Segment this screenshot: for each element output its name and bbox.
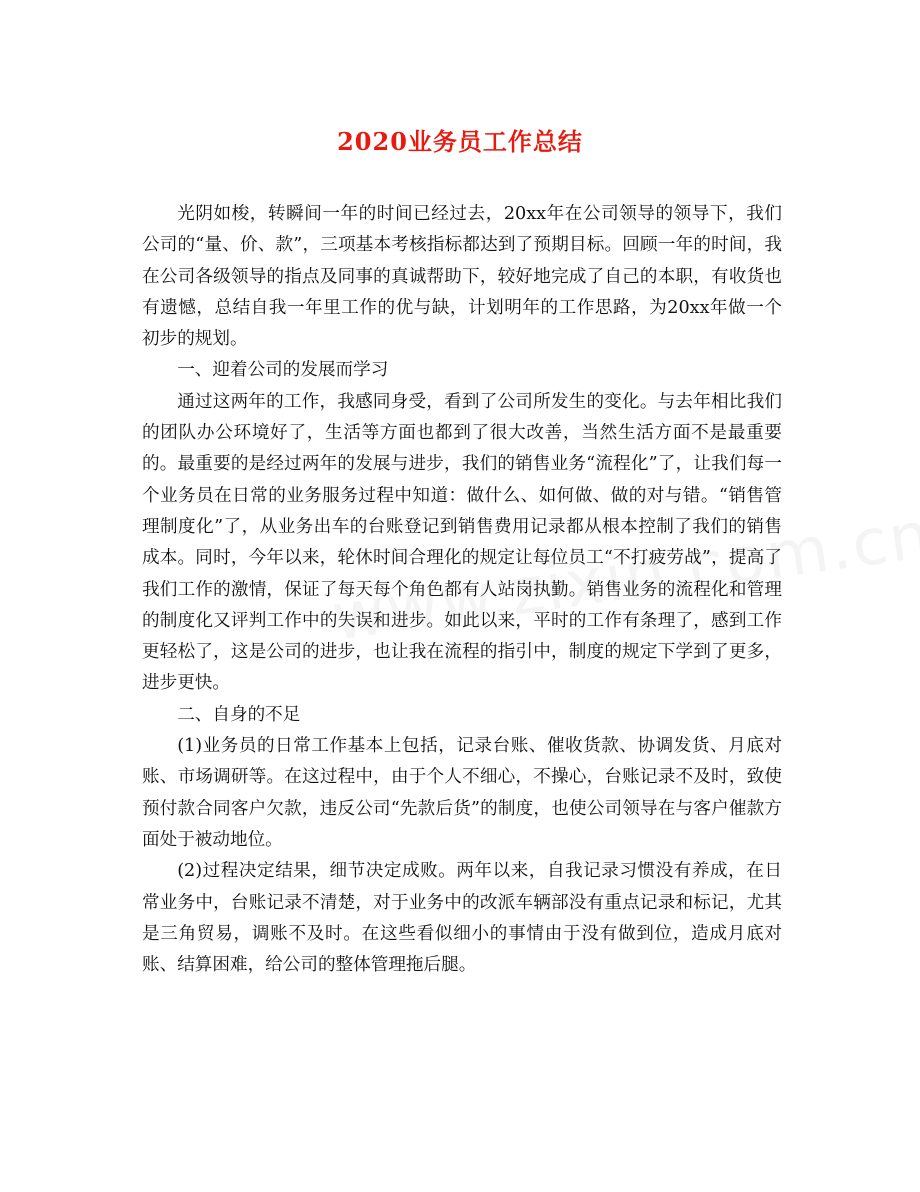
paragraph-item-1: (1)业务员的日常工作基本上包括，记录台账、催收货款、协调发货、月底对账、市场调研等。在这过程中，由于个人不细心，不操心，台账记录不及时，致使预付款合同客户欠款，违反公司“先款后货”的制度，也使公司领导在与客户催款方面处于被动地位。: [142, 736, 782, 850]
paragraph-intro: 光阴如梭，转瞬间一年的时间已经过去，20xx年在公司领导的领导下，我们公司的“量、价、款”，三项基本考核指标都达到了预期目标。回顾一年的时间，我在公司各级领导的指点及同事的真诚帮助下，较好地完成了自己的本职，有收货也有遗憾，总结自我一年里工作的优与缺，计划明年的工作思路，为20xx年做一个初步的规划。: [142, 204, 782, 350]
section-heading-1: 一、迎着公司的发展而学习: [177, 360, 389, 381]
document-title: 2020业务员工作总结: [337, 127, 583, 156]
paragraph-item-2: (2)过程决定结果，细节决定成败。两年以来，自我记录习惯没有养成，在日常业务中，台账记录不清楚，对于业务中的改派车辆部没有重点记录和标记，尤其是三角贸易，调账不及时。在这些看似细小的事情由于没有做到位，造成月底对账、结算困难，给公司的整体管理拖后腿。: [142, 861, 782, 976]
section-heading-2: 二、自身的不足: [177, 704, 301, 725]
document-body: [142, 199, 782, 981]
paragraph-section-1: 通过这两年的工作，我感同身受，看到了公司所发生的变化。与去年相比我们的团队办公环境好了，生活等方面也都到了很大改善，当然生活方面不是最重要的。最重要的是经过两年的发展与进步，我们的销售业务“流程化”了，让我们每一个业务员在日常的业务服务过程中知道：做什么、如何做、做的对与错。“销售管理制度化”了，从业务出车的台账登记到销售费用记录都从根本控制了我们的销售成本。同时，今年以来，轮休时间合理化的规定让每位员工“不打疲劳战”，提高了我们工作的激情，保证了每天每个角色都有人站岗执勤。销售业务的流程化和管理的制度化又评判工作中的失误和进步。如此以来，平时的工作有条理了，感到工作更轻松了，这是公司的进步，也让我在流程的指引中，制度的规定下学到了更多，进步更快。: [142, 391, 782, 694]
